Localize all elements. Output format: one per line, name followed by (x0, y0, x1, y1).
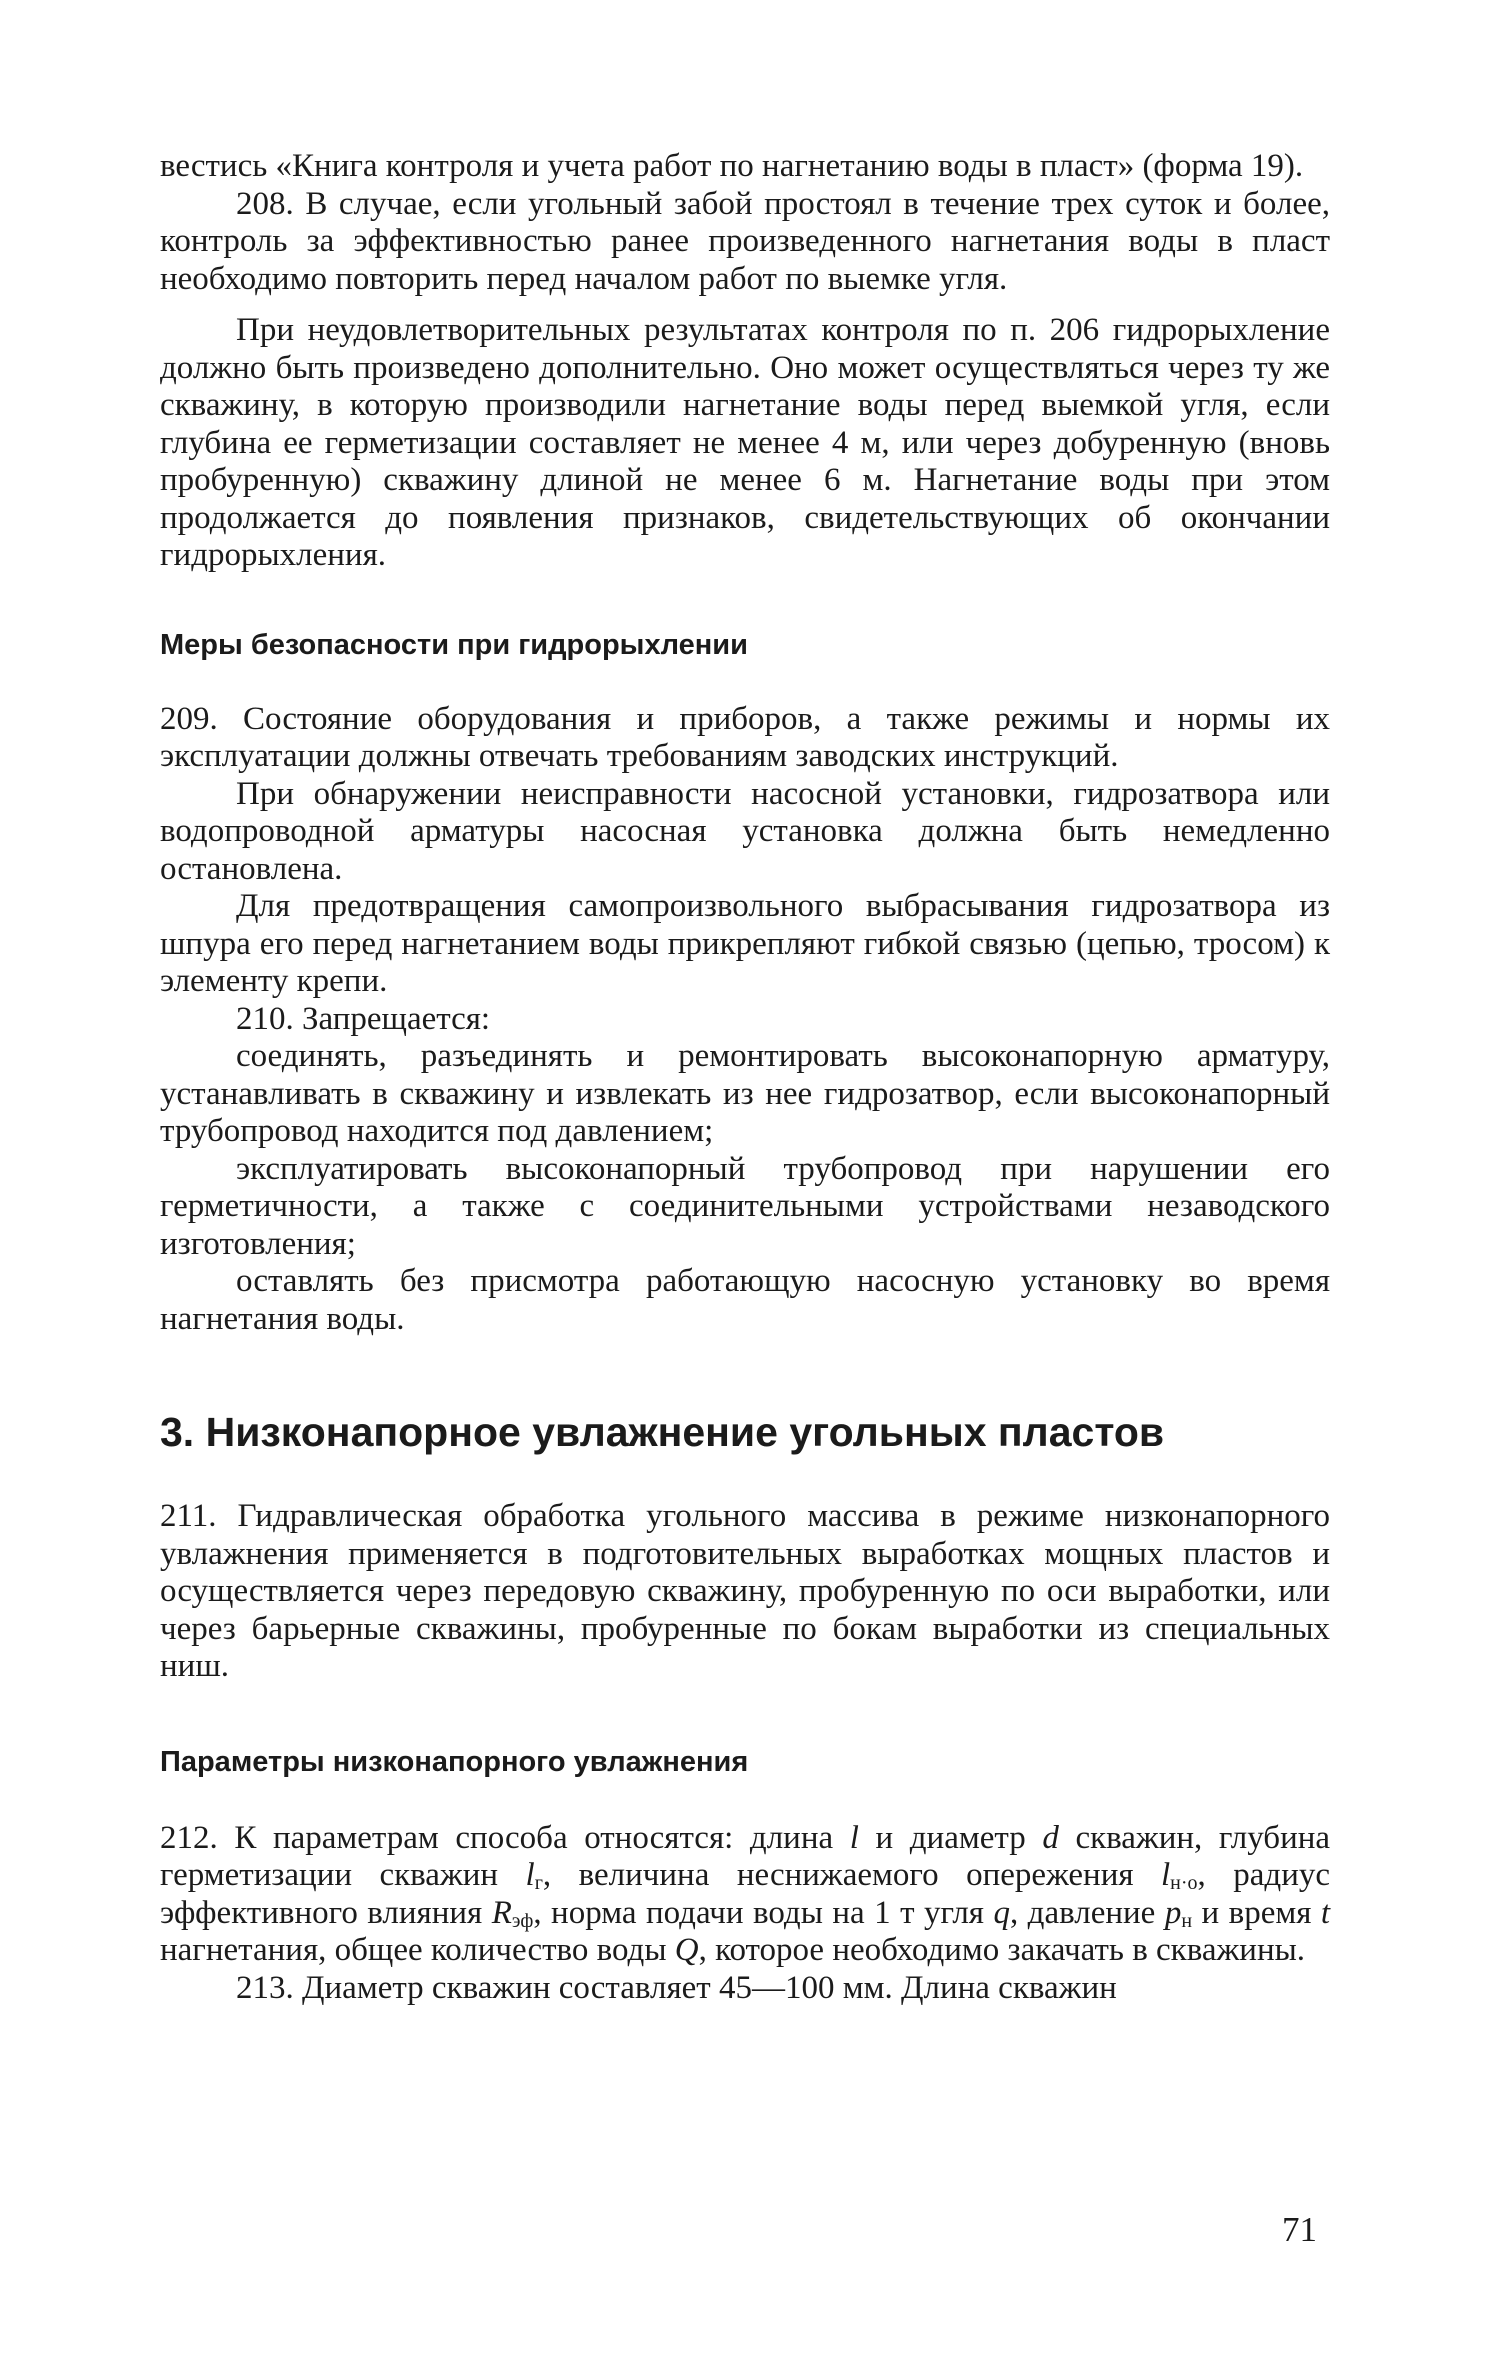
text-run: , которое необходимо закачать в скважины. (698, 1932, 1306, 1968)
symbol-seal-depth: l (525, 1857, 535, 1893)
symbol-rate: q (993, 1894, 1010, 1931)
text-run: нагнетания, общее количество воды (160, 1932, 667, 1968)
paragraph-213: 213. Диаметр скважин составляет 45—100 мм. Длина скважин (236, 1969, 1117, 2006)
symbol-pressure: p (1164, 1894, 1182, 1931)
page-number: 71 (1282, 2210, 1317, 2249)
paragraph-210c: оставлять без присмотра работающую насосную установку во время нагнетания воды. (160, 1263, 1330, 1337)
paragraph-209: 209. Состояние оборудования и приборов, а также режимы и нормы их эксплуатации должны отвечать требованиям заводских инструкций. (160, 700, 1330, 774)
text-run: скважин, глубина герметизации скважин (160, 1819, 1331, 1893)
subscript: н (1181, 1909, 1193, 1932)
symbol-diameter: d (1042, 1819, 1059, 1856)
paragraph-continuation: вестись «Книга контроля и учета работ по нагнетанию воды в пласт» (форма 19). (160, 148, 1304, 184)
paragraph-209c: Для предотвращения самопроизвольного выбрасывания гидрозатвора из шпура его перед нагнетанием воды прикрепляют гибкой связью (цепью, тросом) к элементу крепи. (160, 888, 1330, 999)
text-run: , величина неснижаемого опережения (542, 1857, 1134, 1893)
text-run: , норма подачи воды на 1 т угля (533, 1894, 984, 1931)
paragraph-208: 208. В случае, если угольный забой простоял в течение трех суток и более, контроль за эффективностью ранее произведенного нагнетания воды в пласт необходимо повторить перед началом работ по выемке угля. (160, 185, 1330, 297)
symbol-advance: l (1161, 1857, 1171, 1893)
paragraph-210a: соединять, разъединять и ремонтировать высоконапорную арматуру, устанавливать в скважину и извлекать из нее гидрозатвор, если высоконапорный трубопровод находится под давлением; (160, 1038, 1330, 1149)
subscript: эф (511, 1909, 534, 1932)
symbol-quantity: Q (674, 1932, 699, 1968)
text-run: и диаметр (875, 1819, 1026, 1856)
subscript: н·о (1170, 1872, 1198, 1894)
symbol-radius: R (491, 1894, 512, 1931)
paragraph-208b: При неудовлетворительных результатах контроля по п. 206 гидрорыхление должно быть произведено дополнительно. Оно может осуществляться через ту же скважину, в которую производили нагнетание воды перед выемкой угля, если глубина ее герметизации составляет не менее 4 м, или через добуренную (вновь пробуренную) скважину длиной не менее 6 м. Нагнетание воды при этом продолжается до появления признаков, свидетельствующих об окончании гидрорыхления. (160, 312, 1330, 573)
section-title: 3. Низконапорное увлажнение угольных пластов (160, 1409, 1165, 1455)
text-run: 212. К параметрам способа относятся: длина (160, 1819, 834, 1856)
subheading-parameters: Параметры низконапорного увлажнения (160, 1745, 749, 1778)
paragraph-211: 211. Гидравлическая обработка угольного массива в режиме низконапорного увлажнения применяется в подготовительных выработках мощных пластов и осуществляется через передовую скважину, пробуренную по оси выработки, или через барьерные скважины, пробуренные по бокам выработки из специальных ниш. (160, 1498, 1330, 1684)
symbol-length: l (849, 1819, 859, 1856)
paragraph-212 (160, 1820, 1330, 1970)
page-body (160, 148, 1330, 2007)
text-run: и время (1201, 1894, 1312, 1931)
paragraph-209b: При обнаружении неисправности насосной установки, гидрозатвора или водопроводной арматуры насосная установка должна быть немедленно остановлена. (160, 775, 1330, 887)
text-run: , давление (1009, 1894, 1156, 1931)
paragraph-210b: эксплуатировать высоконапорный трубопровод при нарушении его герметичности, а также с соединительными устройствами незаводского изготовления; (160, 1150, 1330, 1262)
subscript: г (534, 1872, 543, 1894)
text-run: , радиус эффективного влияния (160, 1857, 1331, 1931)
symbol-time: t (1320, 1894, 1331, 1931)
paragraph-210: 210. Запрещается: (236, 1000, 491, 1037)
subheading-safety-measures: Меры безопасности при гидрорыхлении (160, 628, 748, 661)
